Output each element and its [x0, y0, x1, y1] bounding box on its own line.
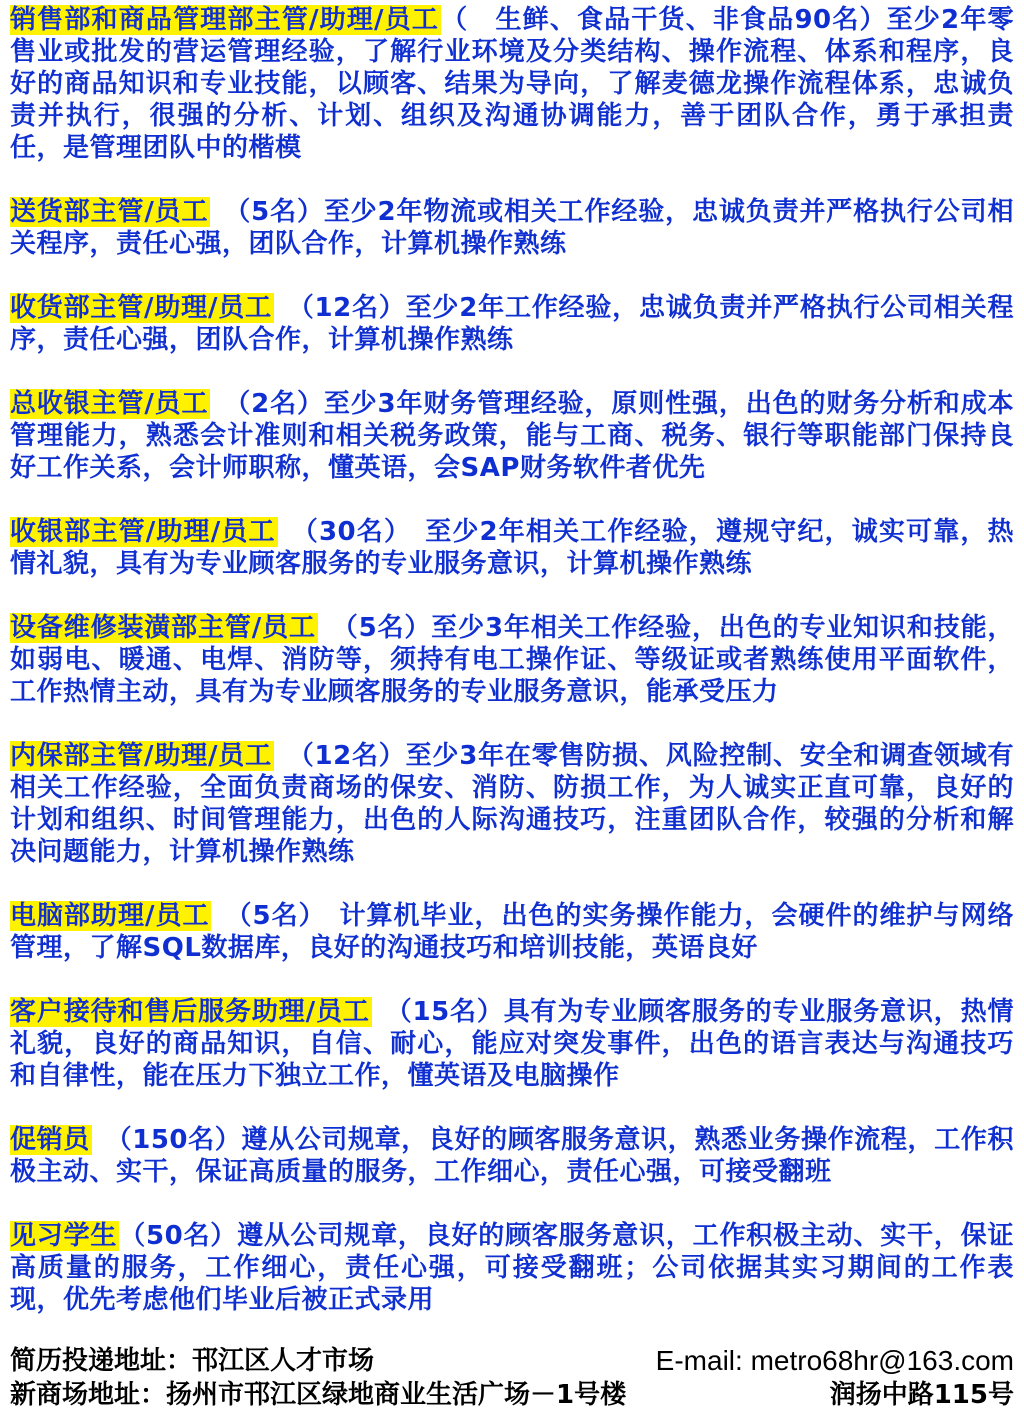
- job-title: 设备维修装潢部主管/员工: [10, 613, 316, 643]
- contact-footer: [10, 1344, 1014, 1412]
- job-entry-receiving: [10, 292, 1014, 356]
- resume-address: 简历投递地址：邗江区人才市场: [10, 1346, 375, 1376]
- job-title: 促销员: [10, 1125, 90, 1155]
- job-title: 内保部主管/助理/员工: [10, 741, 272, 771]
- job-description: （5名） 计算机毕业，出色的实务操作能力，会硬件的维护与网络管理，了解SQL数据库，良好的沟通技巧和培训技能，英语良好: [10, 901, 1015, 963]
- job-title: 见习学生: [10, 1221, 118, 1251]
- job-description: （12名）至少2年工作经验，忠诚负责并严格执行公司相关程序，责任心强，团队合作，计算机操作熟练: [10, 293, 1014, 355]
- job-entry-intern: [10, 1220, 1014, 1316]
- footer-row-resume: [10, 1344, 1014, 1378]
- job-title: 收银部主管/助理/员工: [10, 517, 276, 547]
- job-entry-security: [10, 740, 1014, 868]
- job-entry-delivery: [10, 196, 1014, 260]
- job-description: （150名）遵从公司规章，良好的顾客服务意识，熟悉业务操作流程，工作积极主动、实干，保证高质量的服务，工作细心，责任心强，可接受翻班: [10, 1125, 1014, 1187]
- job-description: （2名）至少3年财务管理经验，原则性强，出色的财务分析和成本管理能力，熟悉会计准则和相关税务政策，能与工商、税务、银行等职能部门保持良好工作关系，会计师职称，懂英语，会SAP财务软件者优先: [10, 389, 1014, 483]
- job-title: 总收银主管/员工: [10, 389, 209, 419]
- job-entry-it: [10, 900, 1014, 964]
- job-title: 客户接待和售后服务助理/员工: [10, 997, 370, 1027]
- job-title: 销售部和商品管理部主管/助理/员工: [10, 5, 440, 35]
- job-title: 电脑部助理/员工: [10, 901, 210, 931]
- job-description: （30名） 至少2年相关工作经验，遵规守纪，诚实可靠，热情礼貌，具有为专业顾客服务的专业服务意识，计算机操作熟练: [10, 517, 1014, 579]
- job-entry-chief-cashier: [10, 388, 1014, 484]
- job-entry-cashier: [10, 516, 1014, 580]
- job-listing: [10, 4, 1014, 1348]
- job-description: （12名）至少3年在零售防损、风险控制、安全和调查领域有相关工作经验，全面负责商场的保安、消防、防损工作，为人诚实正直可靠，良好的计划和组织、时间管理能力，出色的人际沟通技巧，注重团队合作，较强的分析和解决问题能力，计算机操作熟练: [10, 741, 1014, 867]
- job-title: 收货部主管/助理/员工: [10, 293, 272, 323]
- mall-address: 新商场地址：扬州市邗江区绿地商业生活广场－1号楼: [10, 1380, 627, 1410]
- job-title: 送货部主管/员工: [10, 197, 209, 227]
- job-description: （15名）具有为专业顾客服务的专业服务意识，热情礼貌，良好的商品知识，自信、耐心，能应对突发事件，出色的语言表达与沟通技巧和自律性，能在压力下独立工作，懂英语及电脑操作: [10, 997, 1015, 1091]
- job-description: （50名）遵从公司规章，良好的顾客服务意识，工作积极主动、实干，保证高质量的服务，工作细心，责任心强，可接受翻班；公司依据其实习期间的工作表现，优先考虑他们毕业后被正式录用: [10, 1221, 1014, 1315]
- job-description: （5名）至少2年物流或相关工作经验，忠诚负责并严格执行公司相关程序，责任心强，团队合作，计算机操作熟练: [10, 197, 1014, 259]
- road-address: 润扬中路115号: [829, 1380, 1014, 1410]
- job-entry-customer-service: [10, 996, 1014, 1092]
- job-entry-maintenance: [10, 612, 1014, 708]
- job-entry-sales: [10, 4, 1014, 164]
- job-description: （5名）至少3年相关工作经验，出色的专业知识和技能，如弱电、暖通、电焊、消防等，须持有电工操作证、等级证或者熟练使用平面软件，工作热情主动，具有为专业顾客服务的专业服务意识，能承受压力: [10, 613, 1014, 707]
- footer-row-mall: [10, 1378, 1014, 1412]
- job-entry-promoter: [10, 1124, 1014, 1188]
- email-address[interactable]: E-mail: metro68hr@163.com: [655, 1345, 1014, 1376]
- job-description: （ 生鲜、食品干货、非食品90名）至少2年零售业或批发的营运管理经验，了解行业环境及分类结构、操作流程、体系和程序，良好的商品知识和专业技能，以顾客、结果为导向，了解麦德龙操作流程体系，忠诚负责并执行，很强的分析、计划、组织及沟通协调能力，善于团队合作，勇于承担责任，是管理团队中的楷模: [10, 5, 1014, 163]
